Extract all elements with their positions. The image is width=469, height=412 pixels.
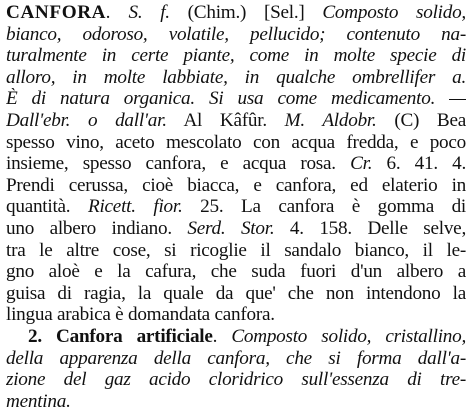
- entry-line: [6, 369, 466, 391]
- quote-text: spesso vino, aceto mescolato con acqua fredda, e poco: [6, 131, 466, 153]
- source-citation: Cr.: [350, 153, 373, 175]
- quote-text: gno aloè e la cafura, che suda fuori d'un albero a: [6, 261, 466, 283]
- grammar-label: . S. f.: [106, 2, 170, 23]
- quote-text: tra le altre cose, si ricoglie il sandalo bianco, il le-: [6, 239, 466, 261]
- definition-text: Composto solido,: [322, 2, 466, 23]
- etymology-text: Dall'ebr. o dall'ar.: [6, 109, 167, 131]
- entry-line: [6, 67, 466, 89]
- definition-text: della apparenza della canfora, che si forma dall'a-: [6, 347, 466, 369]
- entry-line: [6, 153, 466, 175]
- entry-line: [6, 88, 466, 110]
- entry-line: [6, 24, 466, 46]
- punctuation: .: [212, 325, 232, 347]
- entry-line: [6, 218, 466, 240]
- definition-text: alloro, in molte labbiate, in qualche ombrellifer a.: [6, 66, 466, 88]
- entry-line: [6, 261, 466, 283]
- etymology-word: Al Kâfûr.: [166, 109, 285, 131]
- definition-text: È di natura organica. Si usa come medicamento. —: [6, 88, 466, 110]
- entry-line: [6, 304, 466, 326]
- definition-text: zione del gaz acido cloridrico sull'essenza di tre-: [6, 369, 466, 391]
- entry-line: [6, 196, 466, 218]
- definition-text: bianco, odoroso, volatile, pellucido; contenuto na-: [6, 23, 466, 45]
- sense-heading: 2. Canfora artificiale: [28, 325, 213, 347]
- entry-line: [6, 348, 466, 370]
- quote-text: lingua arabica è domandata canfora.: [6, 304, 275, 326]
- entry-line: [6, 45, 466, 67]
- definition-text: Composto solido, cristallino,: [231, 325, 466, 347]
- domain-label: (Chim.) [Sel.]: [169, 2, 323, 23]
- entry-line: [6, 110, 466, 132]
- quote-text: 25. La canfora è gomma di: [182, 196, 466, 218]
- entry-line: [6, 175, 466, 197]
- quote-text: Prendi cerussa, cioè biacca, e canfora, ed elaterio in: [6, 174, 466, 196]
- definition-text: turalmente in certe piante, come in molte specie di: [6, 45, 466, 67]
- entry-line: [6, 326, 466, 348]
- quote-text: (C) Bea: [376, 109, 466, 131]
- quote-text: 4. 158. Delle selve,: [274, 217, 466, 239]
- quote-text: guisa di ragia, la quale da que' che non intendono la: [6, 282, 466, 304]
- dictionary-entry: [6, 2, 466, 412]
- source-citation: Serd. Stor.: [187, 217, 275, 239]
- source-citation: M. Aldobr.: [284, 109, 377, 131]
- headword: CANFORA: [6, 2, 107, 23]
- entry-line: [6, 132, 466, 154]
- entry-line: [6, 283, 466, 305]
- entry-line: [6, 2, 466, 24]
- quote-text: quantità.: [6, 196, 88, 218]
- definition-text: mentina.: [6, 390, 71, 412]
- source-citation: Ricett. fior.: [87, 196, 183, 218]
- entry-line: [6, 240, 466, 262]
- citation-ref: 6. 41. 4.: [372, 153, 466, 175]
- quote-text: uno albero indiano.: [6, 217, 188, 239]
- quote-text: insieme, spesso canfora, e acqua rosa.: [6, 153, 351, 175]
